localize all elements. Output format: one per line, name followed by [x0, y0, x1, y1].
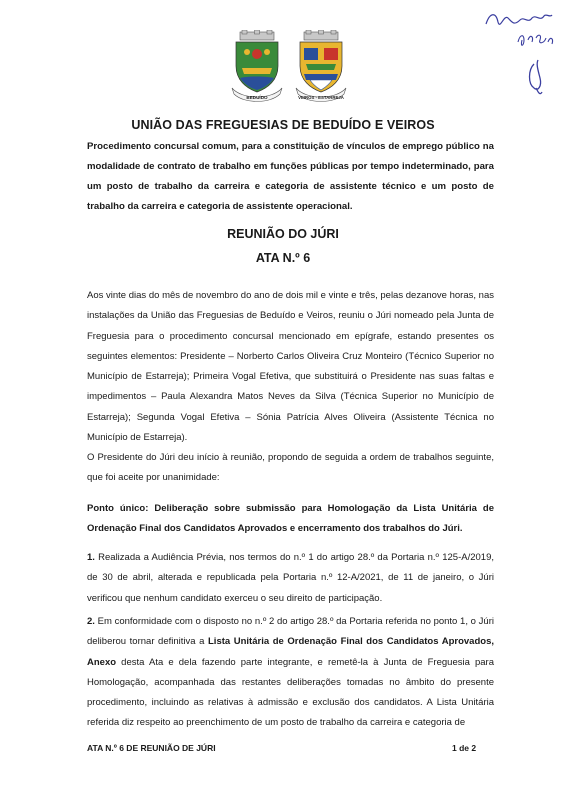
paragraph-single-point: Ponto único: Deliberação sobre submissão para Homologação da Lista Unitária de Ordenação Final dos Candidatos Aprovados e encerramento dos trabalhos do Júri.	[87, 503, 494, 535]
point-2-text-end: desta Ata e dela fazendo parte integrante, e remetê-la à Junta de Freguesia para Homologação, acompanhada das restantes deliberações tomadas no âmbito do presente procedimento, incluindo as relativas à admissão e exclusão dos candidatos. A Lista Unitária referida diz respeito ao preenchimento de um posto de trabalho da carreira e categoria de	[87, 656, 494, 729]
organization-title: UNIÃO DAS FREGUESIAS DE BEDUÍDO E VEIROS	[131, 118, 435, 132]
crest-veiros	[296, 30, 346, 102]
footer-document-title: ATA N.º 6 DE REUNIÃO DE JÚRI	[87, 743, 216, 753]
point-1-number: 1.	[87, 552, 95, 563]
point-2-list-title: Lista Unitária de Ordenação Final dos Candidatos Aprovados, Anexo	[87, 636, 494, 668]
parish-crests-logo	[226, 30, 352, 108]
minutes-number-title: ATA N.º 6	[255, 251, 311, 265]
footer-page-number: 1 de 2	[452, 743, 477, 753]
paragraph-point-1	[87, 548, 494, 609]
procedure-description: Procedimento concursal comum, para a constituição de vínculos de emprego público na modalidade de contrato de trabalho em funções públicas por tempo indeterminado, para um posto de trabalho da carreira e categoria de assistente técnico e um posto de trabalho da carreira e categoria de assistente operacional.	[87, 141, 494, 212]
point-1-text: Realizada a Audiência Prévia, nos termos do n.º 1 do artigo 28.º da Portaria n.º 125-A/2019, de 30 de abril, alterada e republicada pela Portaria n.º 12-A/2021, de 11 de janeiro, o Júri verificou que nenhum candidato exerceu o seu direito de participação.	[87, 552, 494, 604]
paragraph-agenda-intro: O Presidente do Júri deu início à reunião, propondo de seguida a ordem de trabalhos seguinte, que foi aceite por unanimidade:	[87, 452, 494, 484]
handwritten-signatures	[478, 4, 558, 100]
point-2-text-start: Em conformidade com o disposto no n.º 2 do artigo 28.º da Portaria referida no ponto 1, o Júri deliberou tornar definitiva a	[87, 616, 494, 648]
paragraph-point-2	[87, 612, 494, 734]
crest-beduido	[232, 30, 282, 102]
svg-text:BEDUÍDO: BEDUÍDO	[246, 95, 268, 100]
meeting-title: REUNIÃO DO JÚRI	[227, 227, 339, 241]
svg-text:VEIROS - ESTARREJA: VEIROS - ESTARREJA	[298, 95, 344, 100]
paragraph-opening: Aos vinte dias do mês de novembro do ano de dois mil e vinte e três, pelas dezanove horas, nas instalações da União das Freguesias de Beduído e Veiros, reuniu o Júri nomeado pela Junta de Freguesia para o procedimento concursal mencionado em epígrafe, estando presentes os seguintes elementos: Presidente – Norberto Carlos Oliveira Cruz Monteiro (Técnico Superior no Município de Estarreja); Primeira Vogal Efetiva, que substituirá o Presidente nas suas faltas e impedimentos – Paula Alexandra Matos Neves da Silva (Técnica Superior no Município de Estarreja); Segunda Vogal Efetiva – Sónia Patrícia Alves Oliveira (Assistente Técnica no Município de Estarreja).	[87, 290, 494, 444]
point-2-number: 2.	[87, 616, 95, 627]
